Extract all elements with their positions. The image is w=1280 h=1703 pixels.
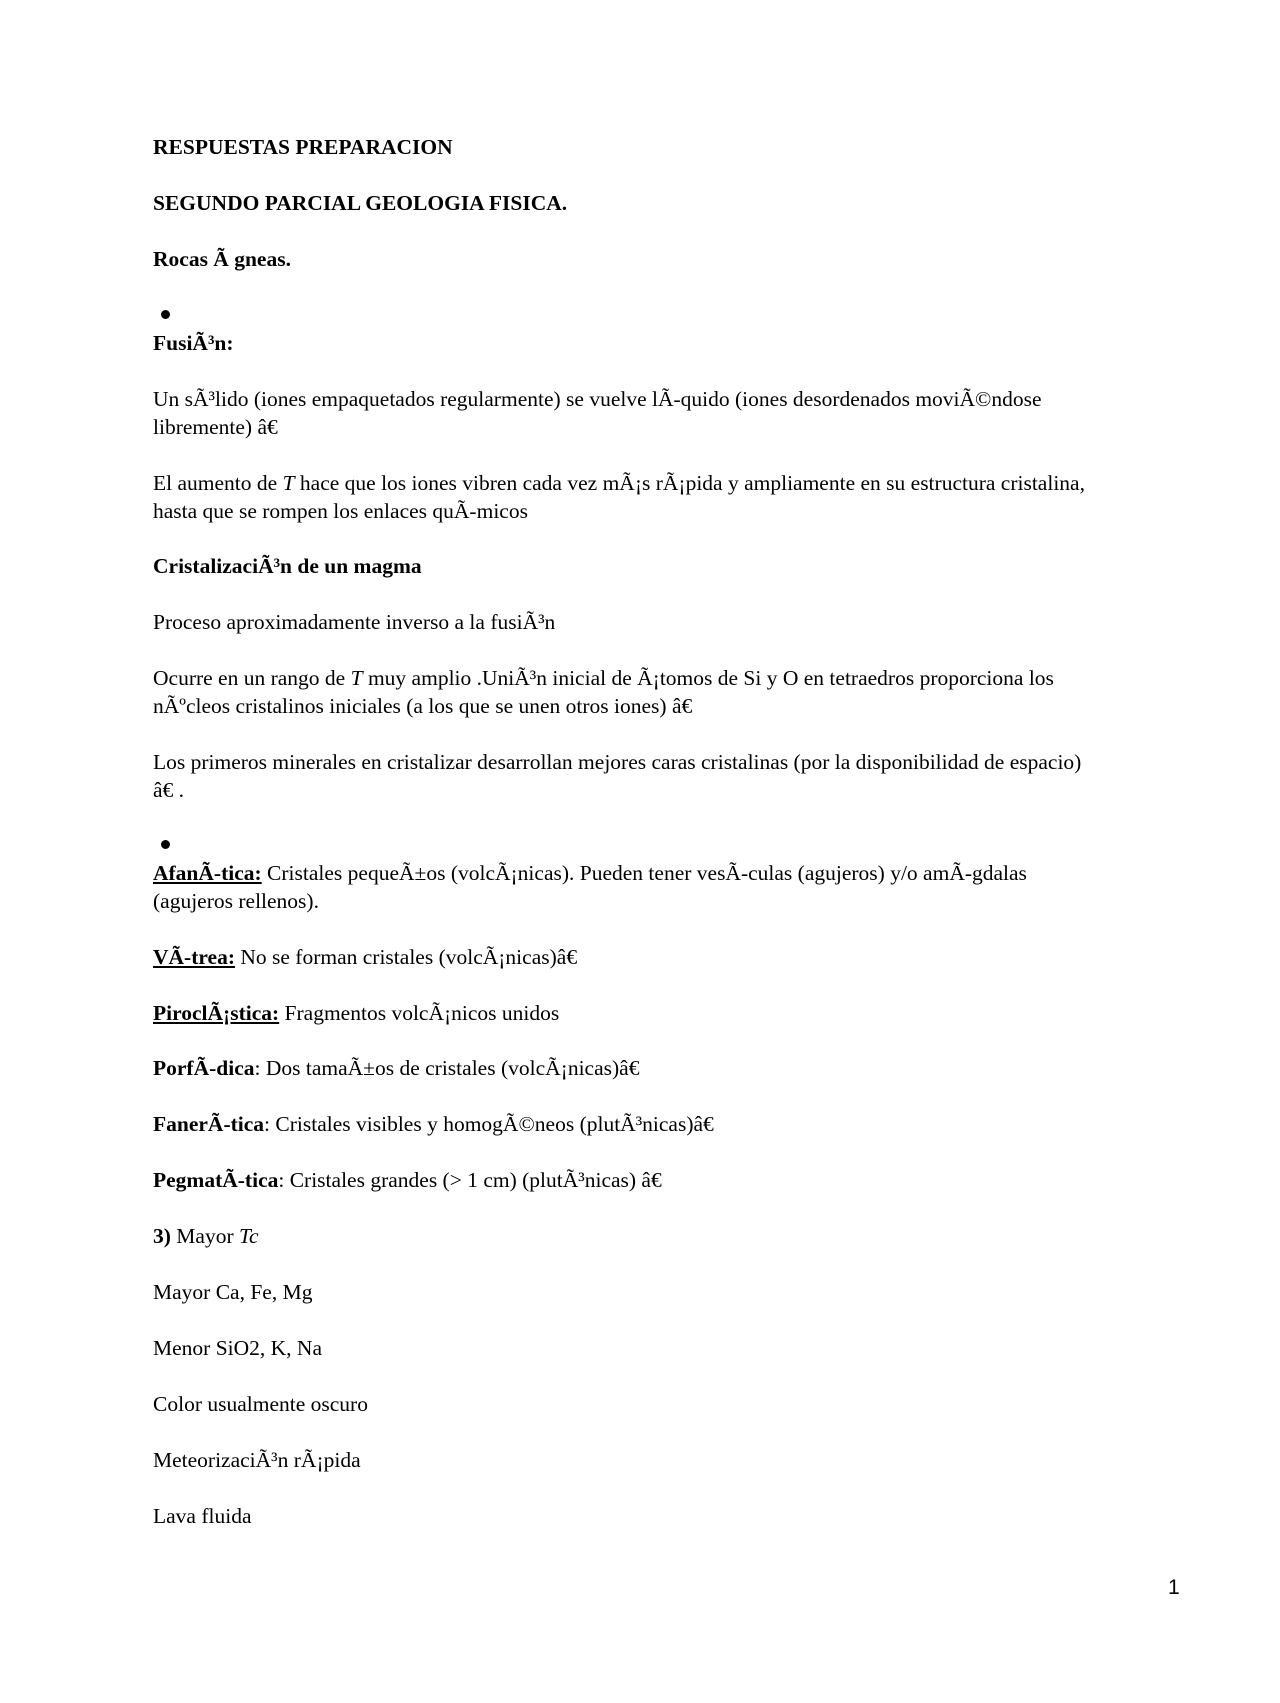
textura-piroclastica: PiroclÃ¡stica: Fragmentos volcÃ¡nicos unidos — [153, 1001, 560, 1025]
bullet-icon — [161, 310, 170, 319]
list-item: Color usualmente oscuro — [153, 1392, 368, 1416]
cristalizacion-heading: CristalizaciÃ³n de un magma — [153, 554, 422, 578]
list-item: Lava fluida — [153, 1504, 252, 1528]
cristalizacion-paragraph-2: Ocurre en un rango de T muy amplio .UniÃ³n inicial de Ã¡tomos de Si y O en tetraedros proporciona los nÃºcleos cristalinos iniciales (a los que se unen otros iones) â€ — [153, 666, 1054, 718]
fusion-paragraph-1: Un sÃ³lido (iones empaquetados regularmente) se vuelve lÃ-quido (iones desordenados moviÃ©ndose libremente) â€ — [153, 387, 1042, 439]
textura-porfidica: PorfÃ-dica: Dos tamaÃ±os de cristales (volcÃ¡nicas)â€ — [153, 1056, 640, 1080]
question-3-heading: 3) Mayor Tc — [153, 1224, 259, 1248]
cristalizacion-paragraph-3: Los primeros minerales en cristalizar desarrollan mejores caras cristalinas (por la disponibilidad de espacio) â€ . — [153, 750, 1082, 802]
list-item: Mayor Ca, Fe, Mg — [153, 1280, 313, 1304]
section-heading: Rocas Ã gneas. — [153, 247, 291, 271]
page-number: 1 — [1168, 1576, 1180, 1599]
list-item: Menor SiO2, K, Na — [153, 1336, 322, 1360]
textura-pegmatitica: PegmatÃ-tica: Cristales grandes (> 1 cm) (plutÃ³nicas) â€ — [153, 1168, 662, 1192]
list-item: MeteorizaciÃ³n rÃ¡pida — [153, 1448, 361, 1472]
textura-vitrea: VÃ-trea: No se forman cristales (volcÃ¡nicas)â€ — [153, 945, 578, 969]
textura-afanitica: AfanÃ-tica: Cristales pequeÃ±os (volcÃ¡nicas). Pueden tener vesÃ-culas (agujeros) y/o amÃ-gdalas (agujeros rellenos). — [153, 861, 1027, 913]
doc-subtitle: SEGUNDO PARCIAL GEOLOGIA FISICA. — [153, 191, 568, 215]
fusion-paragraph-2: El aumento de T hace que los iones vibren cada vez mÃ¡s rÃ¡pida y ampliamente en su estructura cristalina, hasta que se rompen los enlaces quÃ-micos — [153, 471, 1085, 523]
doc-title: RESPUESTAS PREPARACION — [153, 135, 453, 159]
textura-faneritica: FanerÃ-tica: Cristales visibles y homogÃ©neos (plutÃ³nicas)â€ — [153, 1112, 714, 1136]
fusion-heading: FusiÃ³n: — [153, 331, 234, 355]
cristalizacion-paragraph-1: Proceso aproximadamente inverso a la fusiÃ³n — [153, 610, 556, 634]
bullet-icon — [161, 840, 170, 849]
